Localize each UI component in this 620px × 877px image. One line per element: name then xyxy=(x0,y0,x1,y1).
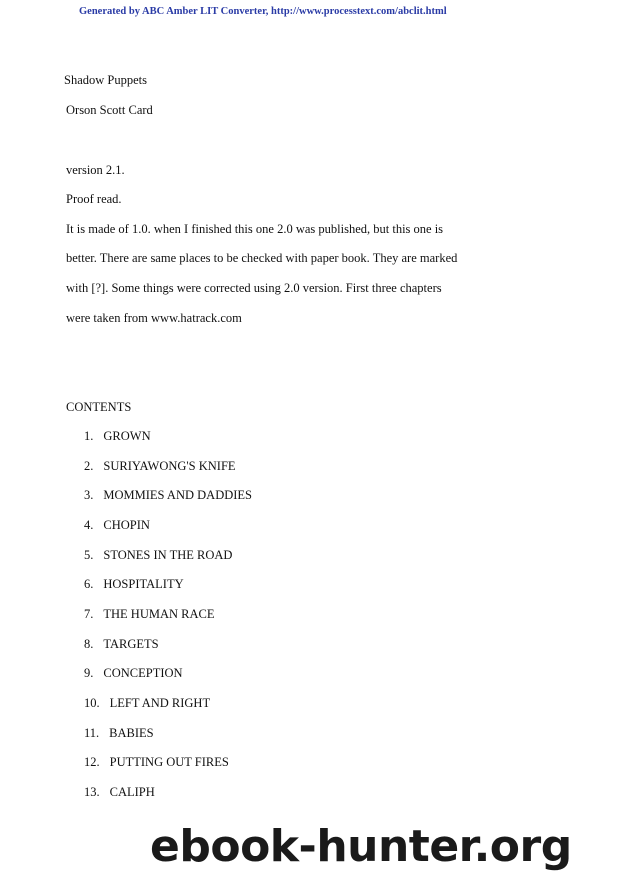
toc-item[interactable] xyxy=(84,666,183,681)
toc-item-number: 7. xyxy=(84,607,94,621)
toc-item-number: 9. xyxy=(84,666,94,680)
toc-item-title: PUTTING OUT FIRES xyxy=(109,755,229,769)
note-paragraph-line: better. There are same places to be checked with paper book. They are marked xyxy=(66,251,458,265)
toc-item-title: MOMMIES AND DADDIES xyxy=(103,488,252,502)
note-paragraph-line: It is made of 1.0. when I finished this one 2.0 was published, but this one is xyxy=(66,222,444,236)
toc-item[interactable] xyxy=(84,696,210,711)
toc-item[interactable] xyxy=(84,429,151,444)
toc-item[interactable] xyxy=(84,755,229,770)
toc-item-number: 2. xyxy=(84,459,94,473)
toc-item-number: 6. xyxy=(84,577,94,591)
generator-link[interactable]: Generated by ABC Amber LIT Converter, http://www.processtext.com/abclit.html xyxy=(79,6,447,17)
toc-item-title: SURIYAWONG'S KNIFE xyxy=(103,459,236,473)
watermark: ebook-hunter.org xyxy=(150,821,572,872)
toc-item-number: 4. xyxy=(84,518,94,532)
toc-item[interactable] xyxy=(84,637,159,652)
toc-item-title: THE HUMAN RACE xyxy=(103,607,215,621)
toc-item[interactable] xyxy=(84,785,155,800)
toc-item-title: HOSPITALITY xyxy=(103,577,184,591)
toc-item-title: CHOPIN xyxy=(103,518,150,532)
toc-item-title: STONES IN THE ROAD xyxy=(103,548,233,562)
toc-item-title: GROWN xyxy=(103,429,151,443)
contents-heading: CONTENTS xyxy=(66,400,132,414)
note-paragraph-line: were taken from www.hatrack.com xyxy=(66,311,242,325)
toc-item-title: CONCEPTION xyxy=(103,666,183,680)
toc-item-number: 10. xyxy=(84,696,100,710)
version-note: version 2.1. xyxy=(66,163,125,177)
toc-item-number: 11. xyxy=(84,726,100,740)
toc-item-title: TARGETS xyxy=(103,637,159,651)
toc-item-number: 13. xyxy=(84,785,100,799)
note-paragraph-line: with [?]. Some things were corrected using 2.0 version. First three chapters xyxy=(66,281,442,295)
toc-item[interactable] xyxy=(84,607,214,622)
book-author: Orson Scott Card xyxy=(66,103,153,117)
toc-item-number: 1. xyxy=(84,429,94,443)
book-title: Shadow Puppets xyxy=(64,73,147,87)
toc-item[interactable] xyxy=(84,459,236,474)
toc-item-number: 8. xyxy=(84,637,94,651)
toc-item[interactable] xyxy=(84,726,154,741)
toc-item-title: CALIPH xyxy=(109,785,155,799)
toc-item[interactable] xyxy=(84,518,150,533)
toc-item-number: 12. xyxy=(84,755,100,769)
toc-item[interactable] xyxy=(84,577,184,592)
toc-item[interactable] xyxy=(84,548,232,563)
proof-note: Proof read. xyxy=(66,192,122,206)
toc-item-title: LEFT AND RIGHT xyxy=(109,696,211,710)
toc-item[interactable] xyxy=(84,488,252,503)
toc-item-number: 5. xyxy=(84,548,94,562)
toc-item-number: 3. xyxy=(84,488,94,502)
toc-item-title: BABIES xyxy=(109,726,154,740)
